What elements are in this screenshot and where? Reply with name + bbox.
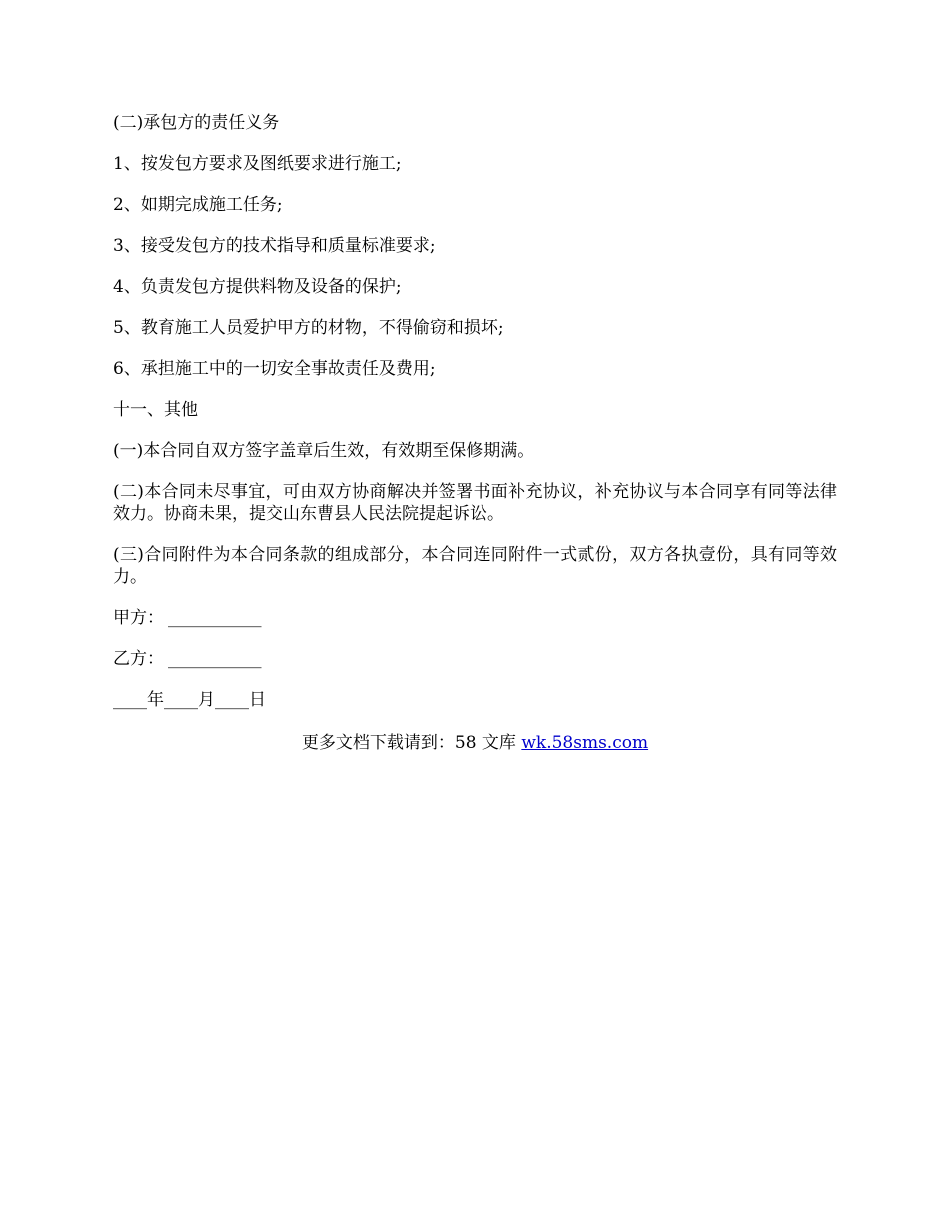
other-clause-2: (二)本合同未尽事宜，可由双方协商解决并签署书面补充协议，补充协议与本合同享有同等法律效力。协商未果，提交山东曹县人民法院提起诉讼。 (113, 482, 837, 524)
party-b-signature (113, 648, 837, 670)
clause-item-5: 5、教育施工人员爱护甲方的材物，不得偷窃和损坏; (113, 318, 504, 338)
clause-item-3: 3、接受发包方的技术指导和质量标准要求; (113, 236, 436, 256)
footer-link[interactable]: wk.58sms.com (521, 733, 649, 753)
footer (0, 732, 950, 754)
clause-item-1: 1、按发包方要求及图纸要求进行施工; (113, 154, 402, 174)
document-body (113, 112, 837, 730)
footer-text: 更多文档下载请到：58 文库 (301, 733, 522, 753)
section-heading-other: 十一、其他 (113, 400, 198, 420)
other-clause-1: (一)本合同自双方签字盖章后生效，有效期至保修期满。 (113, 441, 535, 461)
date-line: ____年____月____日 (113, 690, 266, 710)
party-a-signature-line: ___________ (168, 608, 262, 628)
clause-item-4: 4、负责发包方提供料物及设备的保护; (113, 277, 402, 297)
section-heading-contractor-duties: (二)承包方的责任义务 (113, 113, 280, 133)
party-a-label: 甲方： (113, 608, 164, 628)
party-b-label: 乙方： (113, 649, 164, 669)
clause-item-6: 6、承担施工中的一切安全事故责任及费用; (113, 359, 436, 379)
party-a-signature (113, 607, 837, 629)
party-b-signature-line: ___________ (168, 649, 262, 669)
clause-item-2: 2、如期完成施工任务; (113, 195, 283, 215)
other-clause-3: (三)合同附件为本合同条款的组成部分，本合同连同附件一式贰份，双方各执壹份，具有同等效力。 (113, 545, 837, 587)
